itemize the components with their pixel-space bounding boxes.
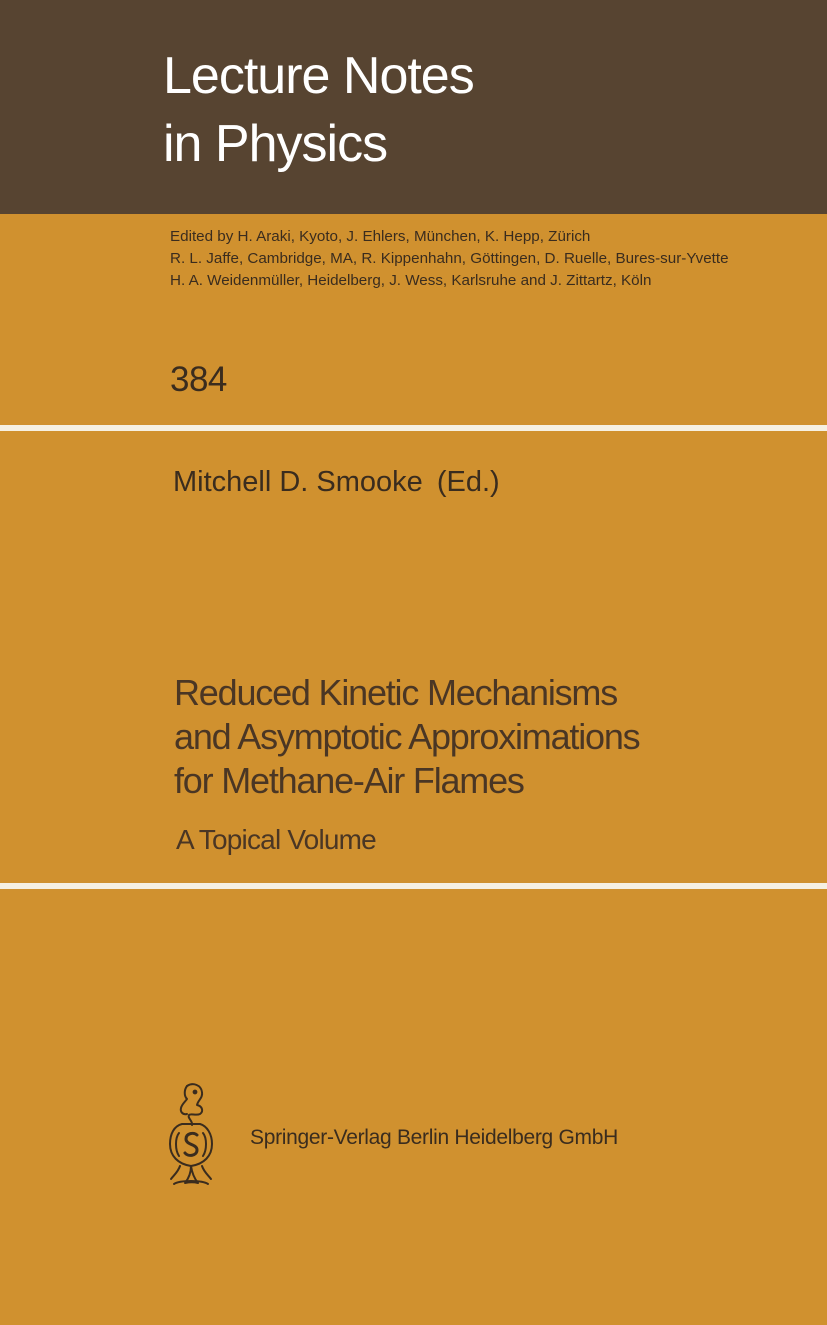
series-editors-line3: H. A. Weidenmüller, Heidelberg, J. Wess, Karlsruhe and J. Zittartz, Köln bbox=[170, 272, 652, 289]
book-title bbox=[174, 671, 639, 803]
book-title-line3: for Methane-Air Flames bbox=[174, 760, 524, 801]
divider-bottom bbox=[0, 883, 827, 889]
series-title-line1: Lecture Notes bbox=[163, 47, 474, 105]
series-title-line2: in Physics bbox=[163, 115, 388, 173]
book-title-line2: and Asymptotic Approximations bbox=[174, 716, 640, 757]
divider-top bbox=[0, 425, 827, 431]
book-editor-name: Mitchell D. Smooke bbox=[173, 466, 423, 498]
book-editor-role: (Ed.) bbox=[436, 466, 500, 498]
series-editors-line1: Edited by H. Araki, Kyoto, J. Ehlers, München, K. Hepp, Zürich bbox=[170, 228, 591, 245]
series-banner bbox=[0, 0, 827, 214]
publisher-name: Springer-Verlag Berlin Heidelberg GmbH bbox=[250, 1126, 618, 1149]
volume-number: 384 bbox=[170, 360, 227, 399]
series-editors-line2: R. L. Jaffe, Cambridge, MA, R. Kippenhahn, Göttingen, D. Ruelle, Bures-sur-Yvette bbox=[170, 250, 729, 267]
series-editors bbox=[170, 226, 810, 292]
book-title-line1: Reduced Kinetic Mechanisms bbox=[174, 672, 618, 713]
book-subtitle: A Topical Volume bbox=[176, 824, 376, 855]
springer-knight-logo-icon bbox=[160, 1080, 226, 1190]
book-editor bbox=[173, 468, 500, 497]
